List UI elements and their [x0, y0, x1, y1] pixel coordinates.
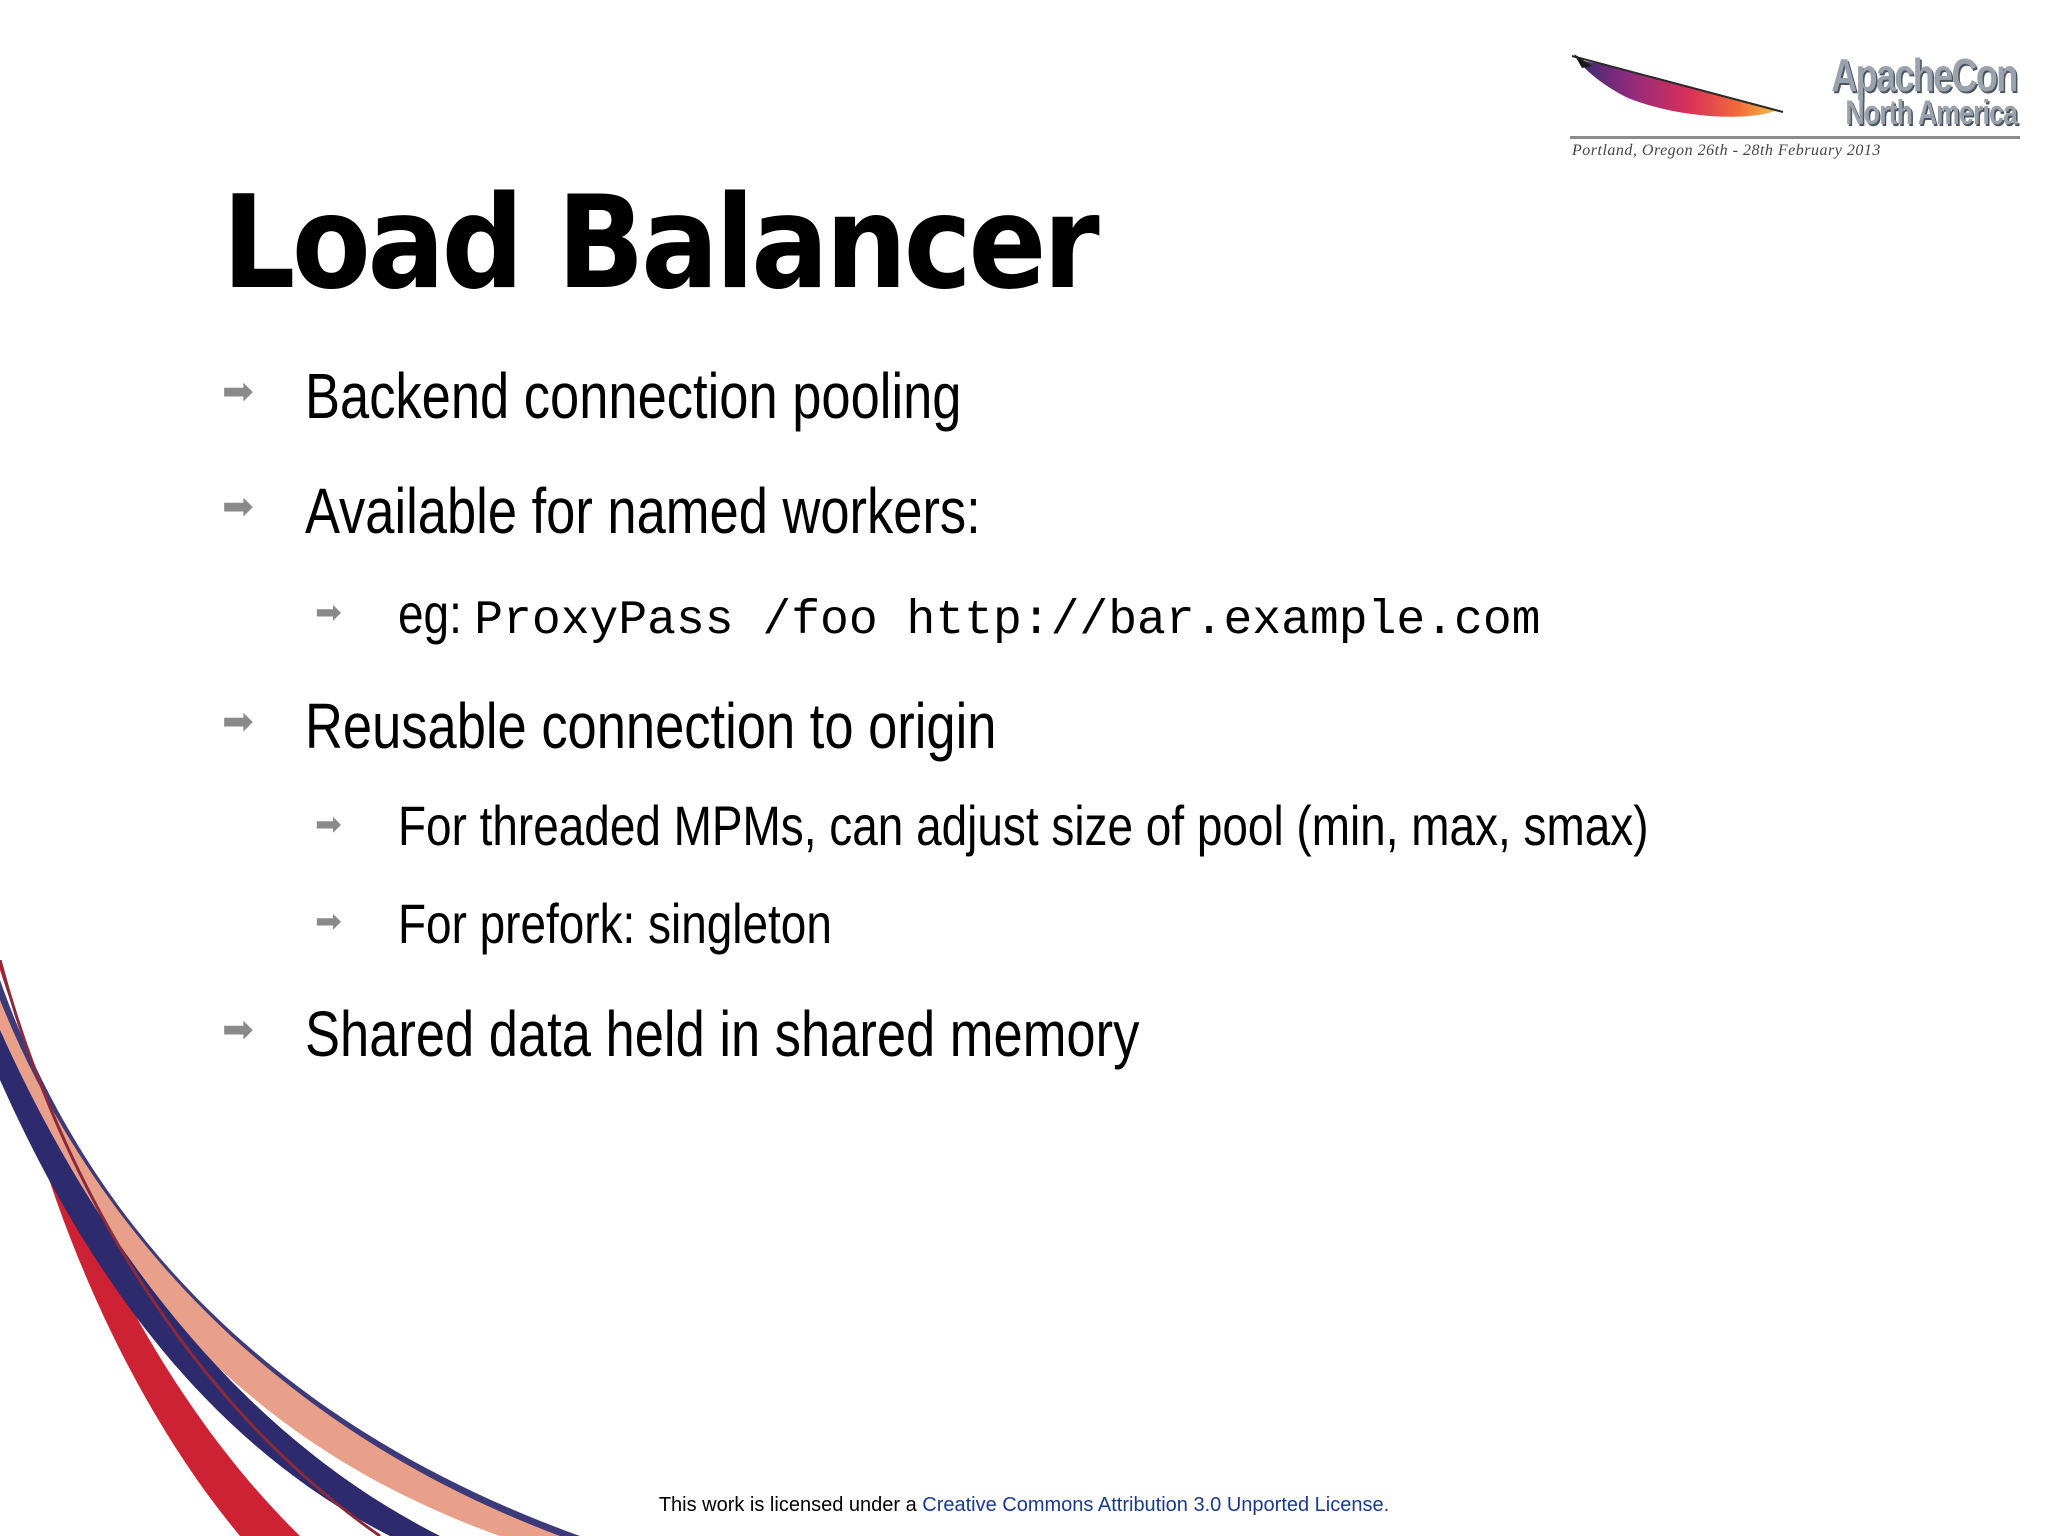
- arrow-right-icon: ➡: [222, 1007, 254, 1051]
- bullet-text-group: [398, 582, 1541, 648]
- arrow-right-icon: ➡: [222, 484, 254, 528]
- logo-divider: [1570, 136, 2020, 139]
- bullet-text: Available for named workers:: [305, 475, 981, 547]
- arrow-right-icon: ➡: [222, 369, 254, 413]
- code-snippet: ProxyPass /foo http://bar.example.com: [474, 594, 1541, 648]
- bullet-prefix: eg:: [398, 582, 475, 645]
- bullet-text: For threaded MPMs, can adjust size of pool (min, max, smax): [398, 794, 1649, 857]
- bullet-text: Shared data held in shared memory: [305, 998, 1140, 1070]
- arrow-right-icon: ➡: [222, 699, 254, 743]
- logo-subtitle: North America: [1845, 94, 2017, 132]
- arrow-right-icon: ➡: [315, 805, 342, 843]
- bullet-text: Reusable connection to origin: [305, 690, 997, 762]
- slide-title: Load Balancer: [222, 169, 1097, 318]
- bullet-text: Backend connection pooling: [305, 360, 962, 432]
- arrow-right-icon: ➡: [315, 902, 342, 940]
- decorative-swoosh: [0, 960, 620, 1536]
- arrow-right-icon: ➡: [315, 593, 342, 631]
- license-link[interactable]: Creative Commons Attribution 3.0 Unported License.: [922, 1494, 1390, 1516]
- license-footer: [0, 1494, 2048, 1517]
- license-prefix: This work is licensed under a: [658, 1494, 923, 1516]
- bullet-text: For prefork: singleton: [398, 892, 832, 955]
- logo-caption: Portland, Oregon 26th - 28th February 2013: [1572, 142, 1881, 159]
- apachecon-logo: [1568, 48, 2023, 166]
- logo-title: ApacheCon: [1831, 49, 2017, 101]
